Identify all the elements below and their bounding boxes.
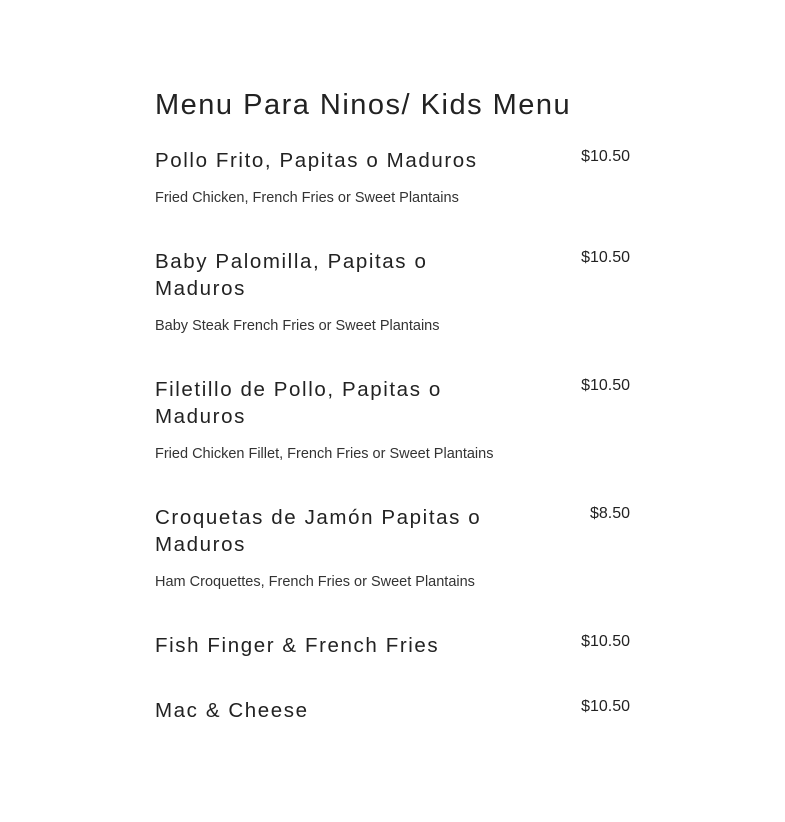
menu-item <box>155 376 630 466</box>
menu-item-name: Pollo Frito, Papitas o Maduros <box>155 149 478 172</box>
menu-item-description: Ham Croquettes, French Fries or Sweet Plantains <box>155 574 475 590</box>
menu-item-name: Fish Finger & French Fries <box>155 634 440 657</box>
menu-item <box>155 697 630 724</box>
menu-item-price: $10.50 <box>581 148 630 165</box>
menu-item <box>155 632 630 659</box>
menu-item-description: Fried Chicken, French Fries or Sweet Plantains <box>155 190 459 206</box>
menu-item-price: $10.50 <box>581 633 630 650</box>
menu-item <box>155 147 630 210</box>
menu-item-price: $8.50 <box>589 505 630 522</box>
menu-item <box>155 504 630 594</box>
menu-item-description: Baby Steak French Fries or Sweet Plantains <box>155 318 440 334</box>
menu-item-price: $10.50 <box>581 377 630 394</box>
menu-item-name: Mac & Cheese <box>155 699 309 722</box>
kids-menu-section <box>155 85 630 762</box>
menu-item-name: Filetillo de Pollo, Papitas o Maduros <box>155 378 442 428</box>
menu-title: Menu Para Ninos/ Kids Menu <box>155 89 572 121</box>
menu-item-price: $10.50 <box>581 249 630 266</box>
menu-item-name: Baby Palomilla, Papitas o Maduros <box>155 250 428 300</box>
menu-item-price: $10.50 <box>581 698 630 715</box>
menu-item-description: Fried Chicken Fillet, French Fries or Sweet Plantains <box>155 446 494 462</box>
menu-item-list <box>155 147 630 724</box>
menu-item <box>155 248 630 338</box>
menu-item-name: Croquetas de Jamón Papitas o Maduros <box>155 506 482 556</box>
